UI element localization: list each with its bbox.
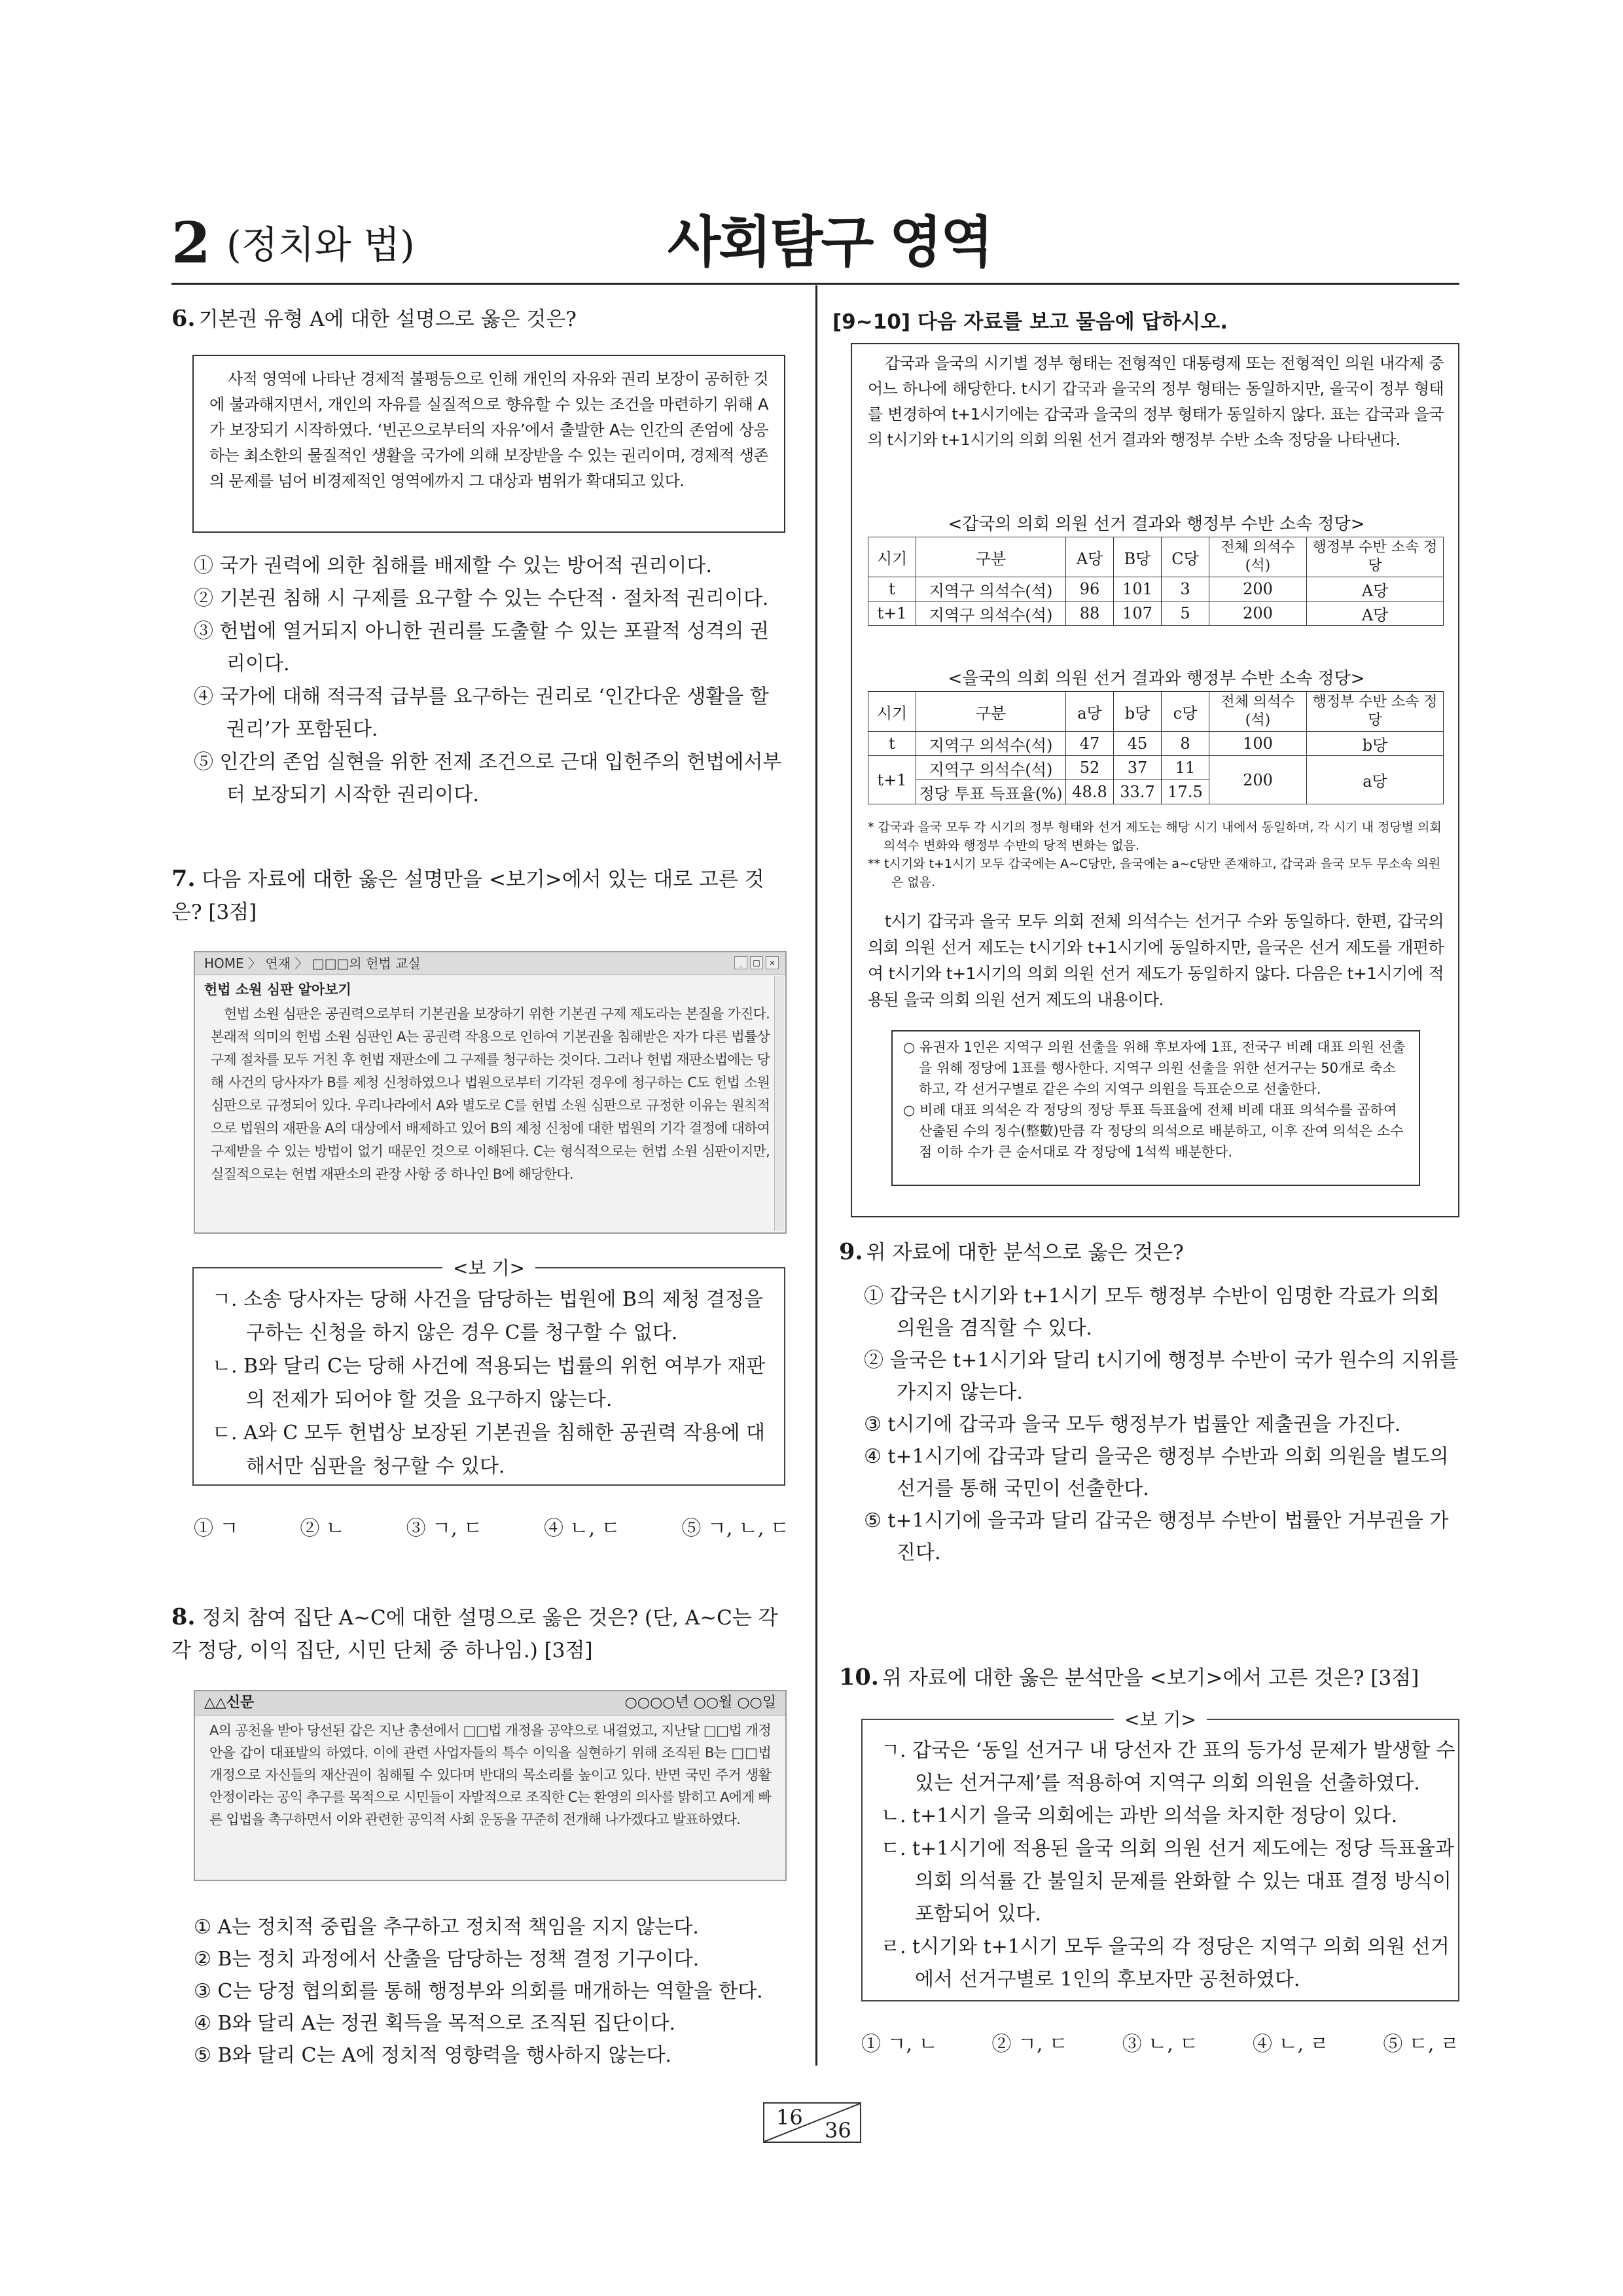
question-8 [171, 1601, 793, 1667]
question-7 [171, 863, 793, 929]
section-subject: (정치와 법) [226, 223, 415, 267]
option-5[interactable]: ⑤ 인간의 존엄 실현을 위한 전제 조건으로 근대 입헌주의 헌법에서부터 보장되기 시작한 권리이다. [194, 751, 782, 806]
answer-3[interactable]: ③ ㄴ, ㄷ [1122, 2033, 1199, 2056]
question-number: 7. [171, 865, 196, 892]
question-9 [839, 1236, 1454, 1265]
close-icon[interactable]: × [766, 956, 779, 969]
option-1[interactable]: ① 갑국은 t시기와 t+1시기 모두 행정부 수반이 임명한 각료가 의회 의원을 겸직할 수 있다. [864, 1285, 1440, 1340]
option-2[interactable]: ② 기본권 침해 시 구제를 요구할 수 있는 수단적 · 절차적 권리이다. [194, 587, 769, 610]
table-eul: 시기 구분 a당 b당 c당 전체 의석수(석) 행정부 수반 소속 정당 t 지역구 의석수(석) 47 45 8 100 b당 t+1 지역구 의석수(석) 52 37 11 200 a당 정당 투표 득표율(%) 48.8 33.7 17.5 [868, 691, 1444, 804]
question-text: 위 자료에 대한 분석으로 옳은 것은? [866, 1241, 1184, 1265]
page-title: 사회탐구 영역 [668, 210, 992, 274]
question-6 [171, 302, 793, 332]
answer-4[interactable]: ④ ㄴ, ㄷ [543, 1517, 620, 1540]
bogi-item-1: ㄱ. 갑국은 ‘동일 선거구 내 당선자 간 표의 등가성 문제가 발생할 수 있는 선거구제’를 적용하여 지역구 의회 의원을 선출하였다. [881, 1739, 1455, 1795]
option-1[interactable]: ① A는 정치적 중립을 추구하고 정치적 책임을 지지 않는다. [194, 1916, 699, 1939]
page-number [763, 2102, 861, 2143]
intro-text: 갑국과 을국의 시기별 정부 형태는 전형적인 대통령제 또는 전형적인 의원 내각제 중 어느 하나에 해당한다. t시기 갑국과 을국의 정부 형태는 동일하지만, 을국이 정부 형태를 변경하여 t+1시기에는 갑국과 을국의 정부 형태가 동일하지 않다. 표는 갑국과 을국의 t시기와 t+1시기의 의회 의원 선거 결과와 행정부 수반 소속 정당을 나타낸다. [868, 354, 1444, 449]
set-title: [9~10] 다음 자료를 보고 물음에 답하시오. [832, 310, 1228, 334]
data-box [851, 343, 1459, 1217]
system-box: ○ 유권자 1인은 지역구 의원 선출을 위해 후보자에 1표, 전국구 비례 대표 의원 선출을 위해 정당에 1표를 행사한다. 지역구 의원 선출을 위한 선거구는 50개로 축소하고, 각 선거구별로 같은 수의 지역구 의원을 득표순으로 선출한다. ○ 비례 대표 의석은 각 정당의 정당 투표 득표율에 전체 비례 대표 의석수를 곱하여 산출된 수의 정수(整數)만큼 각 정당의 의석으로 배분하고, 이후 잔여 의석은 소수점 이하 수가 큰 순서대로 각 정당에 1석씩 배분한다. [891, 1030, 1420, 1186]
bogi-item-2: ㄴ. t+1시기 을국 의회에는 과반 의석을 차지한 정당이 있다. [881, 1804, 1398, 1827]
option-3[interactable]: ③ t시기에 갑국과 을국 모두 행정부가 법률안 제출권을 가진다. [864, 1413, 1401, 1436]
newspaper-date: ○○○○년 ○○월 ○○일 [624, 1695, 776, 1711]
newspaper-name: △△신문 [204, 1695, 255, 1711]
answer-5[interactable]: ⑤ ㄱ, ㄴ, ㄷ [681, 1517, 789, 1540]
scrollbar[interactable] [774, 976, 784, 1231]
bogi-item-2: ㄴ. B와 달리 C는 당해 사건에 적용되는 법률의 위헌 여부가 재판의 전제가 되어야 할 것을 요구하지 않는다. [212, 1355, 766, 1411]
answer-5[interactable]: ⑤ ㄷ, ㄹ [1383, 2033, 1459, 2056]
table1-caption: <갑국의 의회 의원 선거 결과와 행정부 수반 소속 정당> [948, 514, 1365, 534]
option-5[interactable]: ⑤ t+1시기에 을국과 달리 갑국은 행정부 수반이 법률안 거부권을 가진다. [864, 1509, 1449, 1564]
bogi-item-1: ㄱ. 소송 당사자는 당해 사건을 담당하는 법원에 B의 제청 결정을 구하는 신청을 하지 않은 경우 C를 청구할 수 없다. [212, 1288, 763, 1344]
question-10 [839, 1661, 1454, 1691]
options-list [864, 1280, 1459, 1569]
bogi-item-3: ㄷ. A와 C 모두 헌법상 보장된 기본권을 침해한 공권력 작용에 대해서만 심판을 청구할 수 있다. [212, 1422, 766, 1478]
answer-1[interactable]: ① ㄱ, ㄴ [861, 2033, 938, 2056]
option-4[interactable]: ④ B와 달리 A는 정권 획득을 목적으로 조직된 집단이다. [194, 2012, 676, 2035]
newspaper-body: A의 공천을 받아 당선된 갑은 지난 총선에서 □□법 개정을 공약으로 내걸었고, 지난달 □□법 개정안을 갑이 대표발의 하였다. 이에 관련 사업자들의 특수 이익을 실현하기 위해 조직된 B는 □□법 개정으로 자신들의 재산권이 침해될 수 있다며 반대의 목소리를 높이고 있다. 반면 국민 주거 생활 안정이라는 공익 추구를 목적으로 시민들이 자발적으로 조직한 C는 환영의 의사를 밝히고 A에게 빠른 입법을 촉구하면서 이와 관련한 공익적 사회 운동을 꾸준히 전개해 나가겠다고 발표하였다. [209, 1723, 771, 1827]
bogi-label: <보 기> [442, 1254, 535, 1280]
page-total: 36 [825, 2118, 851, 2143]
column-divider [815, 285, 817, 2066]
section-number: 2 [171, 210, 211, 276]
answer-2[interactable]: ② ㄴ [300, 1517, 345, 1540]
option-3[interactable]: ③ C는 당정 협의회를 통해 행정부와 의회를 매개하는 역할을 한다. [194, 1980, 763, 2003]
page-current: 16 [776, 2105, 803, 2130]
passage-box [192, 355, 785, 533]
header-rule [171, 283, 1459, 285]
question-number: 10. [839, 1664, 879, 1691]
web-page-mock [194, 951, 787, 1234]
question-text: 위 자료에 대한 옳은 분석만을 <보기>에서 고른 것은? [3점] [882, 1666, 1419, 1690]
web-title: 헌법 소원 심판 알아보기 [204, 982, 351, 997]
option-3[interactable]: ③ 헌법에 열거되지 아니한 권리를 도출할 수 있는 포괄적 성격의 권리이다. [194, 620, 769, 675]
bogi-label: <보 기> [1114, 1706, 1207, 1732]
web-body: 헌법 소원 심판은 공권력으로부터 기본권을 보장하기 위한 기본권 구제 제도라는 본질을 가진다. 본래적 의미의 헌법 소원 심판인 A는 공권력 작용으로 인하여 기본권을 침해받은 자가 다른 법률상 구제 절차를 모두 거친 후 헌법 재판소에 그 구제를 청구하는 것이다. 그러나 헌법 재판소법에는 당해 사건의 당사자가 B를 제청 신청하였으나 법원으로부터 기각된 경우에 청구하는 C도 헌법 소원 심판으로 규정되어 있다. 우리나라에서 A와 별도로 C를 헌법 소원 심판으로 규정한 이유는 원칙적으로 법원의 재판을 A의 대상에서 배제하고 있어 B의 제청 신청에 대한 법원의 기각 결정에 대하여 구제받을 수 있는 방법이 없기 때문인 것으로 이해된다. C는 형식적으로는 헌법 소원 심판이지만, 실질적으로는 헌법 재판소의 관장 사항 중 하나인 B에 해당한다. [211, 1006, 770, 1182]
maximize-icon[interactable]: □ [750, 956, 763, 969]
option-4[interactable]: ④ t+1시기에 갑국과 달리 을국은 행정부 수반과 의회 의원을 별도의 선거를 통해 국민이 선출한다. [864, 1445, 1449, 1500]
bogi-item-4: ㄹ. t시기와 t+1시기 모두 을국의 각 정당은 지역구 의회 의원 선거에서 선거구별로 1인의 후보자만 공천하였다. [881, 1935, 1450, 1991]
option-4[interactable]: ④ 국가에 대해 적극적 급부를 요구하는 권리로 ‘인간다운 생활을 할 권리’가 포함된다. [194, 685, 769, 741]
table-gap: 시기 구분 A당 B당 C당 전체 의석수(석) 행정부 수반 소속 정당 t 지역구 의석수(석) 96 101 3 200 A당 t+1 지역구 의석수(석) 88 107 5 200 A당 [868, 537, 1444, 626]
answer-2[interactable]: ② ㄱ, ㄷ [991, 2033, 1068, 2056]
paragraph-2: t시기 갑국과 을국 모두 의회 전체 의석수는 선거구 수와 동일하다. 한편, 갑국의 의회 의원 선거 제도는 t시기와 t+1시기에 동일하지만, 을국은 선거 제도를 개편하여 t시기와 t+1시기의 의회 의원 선거 제도가 동일하지 않다. 다음은 t+1시기에 적용된 을국 의회 의원 선거 제도의 내용이다. [868, 912, 1444, 1009]
minimize-icon[interactable]: _ [734, 956, 747, 969]
answer-choices [194, 1516, 789, 1542]
question-text: 기본권 유형 A에 대한 설명으로 옳은 것은? [198, 308, 577, 331]
newspaper-clip [194, 1690, 787, 1881]
option-1[interactable]: ① 국가 권력에 의한 침해를 배제할 수 있는 방어적 권리이다. [194, 554, 712, 577]
question-text: 다음 자료에 대한 옳은 설명만을 <보기>에서 있는 대로 고른 것은? [3점] [171, 868, 764, 924]
question-text: 정치 참여 집단 A~C에 대한 설명으로 옳은 것은? (단, A~C는 각각 정당, 이익 집단, 시민 단체 중 하나임.) [3점] [171, 1606, 778, 1662]
passage-text: 사적 영역에 나타난 경제적 불평등으로 인해 개인의 자유와 권리 보장이 공허한 것에 불과해지면서, 개인의 자유를 실질적으로 향유할 수 있는 조건을 마련하기 위해 A가 보장되기 시작하였다. ‘빈곤으로부터의 자유’에서 출발한 A는 인간의 존엄에 상응하는 최소한의 물질적인 생활을 국가에 의해 보장받을 수 있는 권리이며, 경제적 생존의 문제를 넘어 비경제적인 영역에까지 그 대상과 범위가 확대되고 있다. [209, 370, 768, 490]
option-2[interactable]: ② B는 정치 과정에서 산출을 담당하는 정책 결정 기구이다. [194, 1948, 700, 1971]
table-notes: * 갑국과 을국 모두 각 시기의 정부 형태와 선거 제도는 해당 시기 내에서 동일하며, 각 시기 내 정당별 의회 의석수 변화와 행정부 수반의 당적 변화는 없음. ** t시기와 t+1시기 모두 갑국에는 A~C당만, 을국에는 a~c당만 존재하고, 갑국과 을국 모두 무소속 의원은 없음. [868, 820, 1442, 889]
answer-3[interactable]: ③ ㄱ, ㄷ [406, 1517, 483, 1540]
options-list [194, 1911, 787, 2072]
question-number: 8. [171, 1604, 196, 1630]
option-2[interactable]: ② 을국은 t+1시기와 달리 t시기에 행정부 수반이 국가 원수의 지위를 가지지 않는다. [864, 1349, 1459, 1404]
answer-1[interactable]: ① ㄱ [194, 1517, 239, 1540]
question-number: 6. [171, 305, 196, 332]
bogi-box [861, 1709, 1459, 2001]
answer-4[interactable]: ④ ㄴ, ㄹ [1253, 2033, 1329, 2056]
options-list [194, 550, 787, 812]
bogi-box [192, 1257, 785, 1486]
answer-choices [861, 2032, 1459, 2058]
breadcrumb: HOME 〉 연재 〉 □□□의 헌법 교실 [195, 952, 785, 975]
bogi-item-3: ㄷ. t+1시기에 적용된 을국 의회 의원 선거 제도에는 정당 득표율과 의회 의석률 간 불일치 문제를 완화할 수 있는 대표 결정 방식이 포함되어 있다. [881, 1837, 1455, 1926]
table2-caption: <을국의 의회 의원 선거 결과와 행정부 수반 소속 정당> [948, 669, 1365, 689]
question-number: 9. [839, 1238, 863, 1265]
option-5[interactable]: ⑤ B와 달리 C는 A에 정치적 영향력을 행사하지 않는다. [194, 2044, 672, 2067]
